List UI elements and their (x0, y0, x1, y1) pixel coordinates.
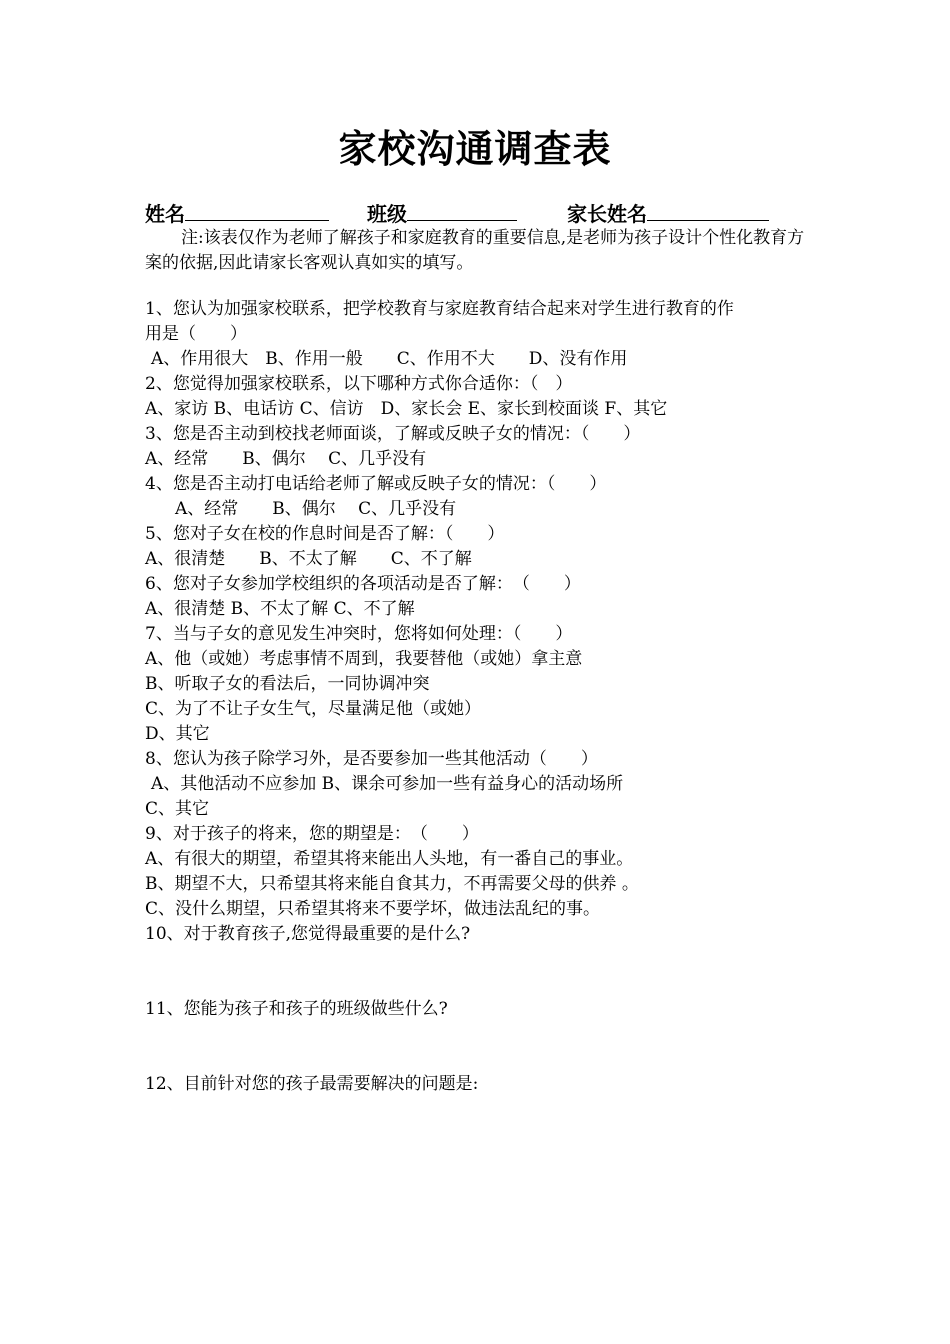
question-9-option-c: C、没什么期望，只希望其将来不要学坏，做违法乱纪的事。 (145, 899, 601, 919)
parent-name-field[interactable] (567, 198, 769, 229)
question-1-line-2: 用是（ ） (145, 324, 247, 344)
question-7-option-a: A、他（或她）考虑事情不周到，我要替他（或她）拿主意 (145, 649, 583, 669)
question-4-options: A、经常 B、偶尔 C、几乎没有 (175, 499, 457, 519)
question-1-options: A、作用很大 B、作用一般 C、作用不大 D、没有作用 (151, 349, 628, 369)
question-2-options: A、家访 B、电话访 C、信访 D、家长会 E、家长到校面谈 F、其它 (145, 399, 668, 419)
parent-name-label: 家长姓名 (567, 202, 647, 226)
question-8-option-c: C、其它 (145, 799, 210, 819)
question-10: 10、对于教育孩子,您觉得最重要的是什么? (145, 924, 471, 944)
question-9: 9、对于孩子的将来，您的期望是： （ ） (145, 824, 479, 844)
question-6: 6、您对子女参加学校组织的各项活动是否了解： （ ） (145, 574, 581, 594)
question-9-option-a: A、有很大的期望，希望其将来能出人头地，有一番自己的事业。 (145, 849, 634, 869)
question-8: 8、您认为孩子除学习外，是否要参加一些其他活动（ ） (145, 749, 598, 769)
question-3-options: A、经常 B、偶尔 C、几乎没有 (145, 449, 427, 469)
class-blank[interactable] (407, 198, 517, 221)
info-fields (145, 198, 825, 228)
name-label: 姓名 (145, 202, 185, 226)
question-8-options-ab: A、其他活动不应参加 B、课余可参加一些有益身心的活动场所 (151, 774, 624, 794)
name-field[interactable] (145, 198, 329, 229)
question-2: 2、您觉得加强家校联系，以下哪种方式你合适你：（ ） (145, 374, 573, 394)
question-6-options: A、很清楚 B、不太了解 C、不了解 (145, 599, 415, 619)
question-5-options: A、很清楚 B、不太了解 C、不了解 (145, 549, 472, 569)
question-4: 4、您是否主动打电话给老师了解或反映子女的情况：（ ） (145, 474, 607, 494)
class-label: 班级 (367, 202, 407, 226)
question-7-option-c: C、为了不让子女生气，尽量满足他（或她） (145, 699, 482, 719)
question-11: 11、您能为孩子和孩子的班级做些什么? (145, 999, 448, 1019)
instruction-note: 注:该表仅作为老师了解孩子和家庭教育的重要信息,是老师为孩子设计个性化教育方案的依据,因此请家长客观认真如实的填写。 (145, 228, 805, 273)
question-1-line-1: 1、您认为加强家校联系，把学校教育与家庭教育结合起来对学生进行教育的作 (145, 299, 734, 319)
question-5: 5、您对子女在校的作息时间是否了解：（ ） (145, 524, 505, 544)
question-12: 12、目前针对您的孩子最需要解决的问题是: (145, 1074, 479, 1094)
question-3: 3、您是否主动到校找老师面谈，了解或反映子女的情况：（ ） (145, 424, 641, 444)
name-blank[interactable] (185, 198, 329, 221)
parent-name-blank[interactable] (647, 198, 769, 221)
question-7: 7、当与子女的意见发生冲突时，您将如何处理：（ ） (145, 624, 573, 644)
question-7-option-d: D、其它 (145, 724, 210, 744)
page-title: 家校沟通调查表 (338, 126, 612, 171)
question-9-option-b: B、期望不大，只希望其将来能自食其力，不再需要父母的供养 。 (145, 874, 639, 894)
class-field[interactable] (367, 198, 517, 229)
question-7-option-b: B、听取子女的看法后，一同协调冲突 (145, 674, 430, 694)
